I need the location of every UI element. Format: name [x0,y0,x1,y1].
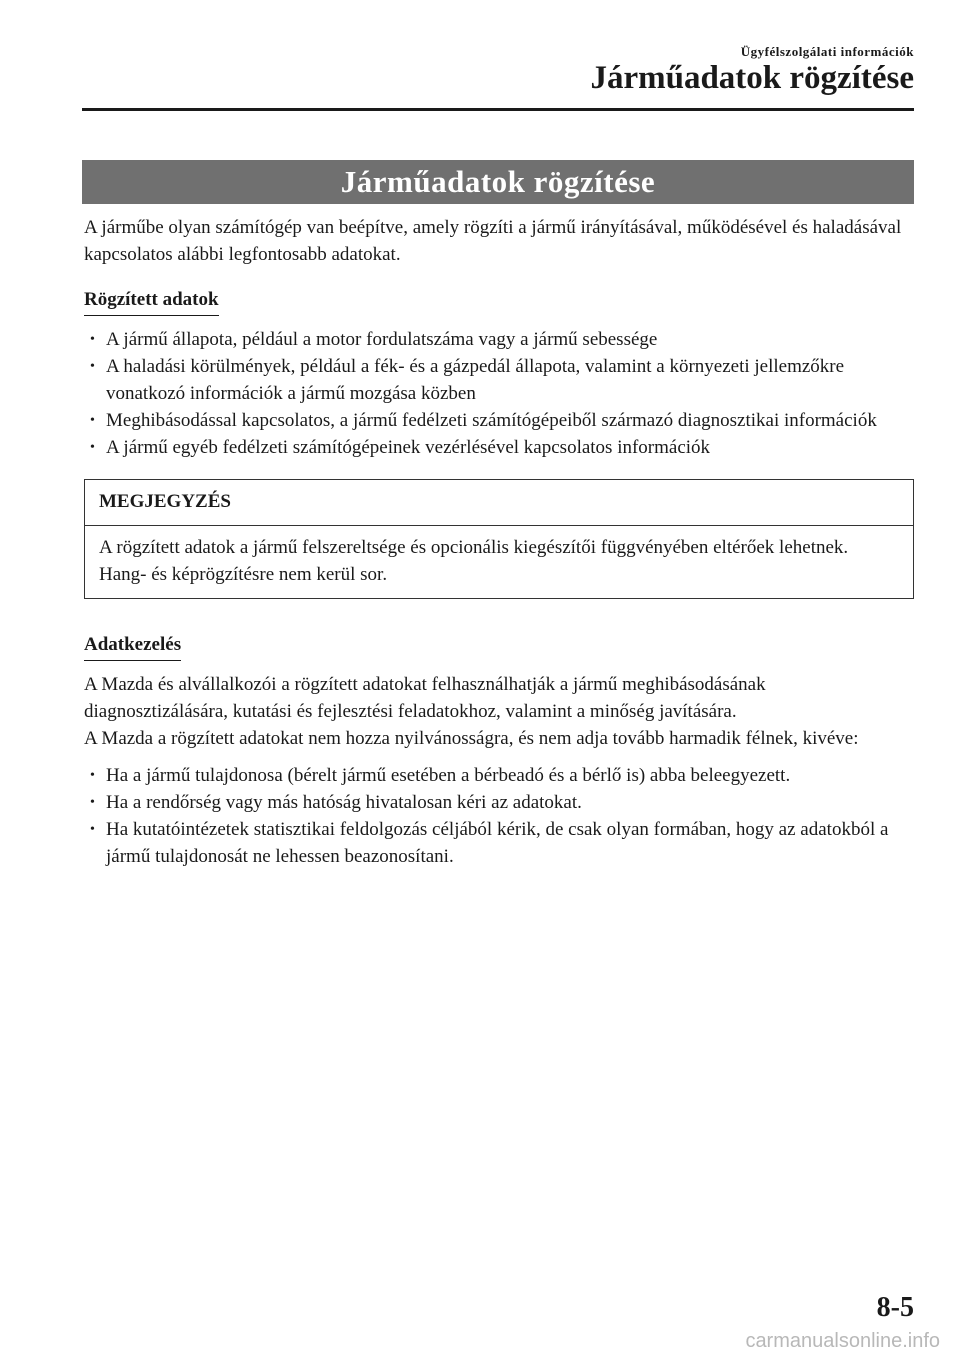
note-box [84,479,914,599]
intro-paragraph: A járműbe olyan számítógép van beépítve, amely rögzíti a jármű irányításával, működésével és haladásával kapcsolatos alábbi legfontosabb adatokat. [84,217,902,265]
bullet-icon: • [90,332,95,347]
list-item: • A jármű egyéb fedélzeti számítógépeinek vezérlésével kapcsolatos információk [84,434,914,461]
note-text: A rögzített adatok a jármű felszereltsége és opcionális kiegészítői függvényében eltérőek lehetnek. Hang- és képrögzítésre nem kerül sor. [99,537,849,585]
list-item: • A jármű állapota, például a motor fordulatszáma vagy a jármű sebessége [84,326,914,353]
bullet-icon: • [90,795,95,810]
list-item: • Ha a jármű tulajdonosa (bérelt jármű esetében a bérbeadó és a bérlő is) abba beleegyezett. [84,762,914,789]
note-title: MEGJEGYZÉS [85,480,913,526]
handling-paragraph-2: A Mazda a rögzített adatokat nem hozza nyilvánosságra, és nem adja tovább harmadik félnek, kivéve: [84,728,859,749]
chapter-label: Ügyfélszolgálati információk [740,44,914,59]
list-item: • Ha a rendőrség vagy más hatóság hivatalosan kéri az adatokat. [84,789,914,816]
bullet-icon: • [90,822,95,837]
bullet-icon: • [90,413,95,428]
recorded-data-heading: Rögzített adatok [84,286,219,316]
exceptions-list [84,762,914,870]
data-handling-heading: Adatkezelés [84,631,181,661]
header-divider [82,108,914,111]
recorded-data-list [84,326,914,461]
list-item: • Ha kutatóintézetek statisztikai feldolgozás céljából kérik, de csak olyan formában, hogy az adatokból a jármű tulajdonosát ne lehessen beazonosítani. [84,816,914,870]
watermark: carmanualsonline.info [745,1330,940,1352]
bullet-icon: • [90,359,95,374]
list-item: • Meghibásodással kapcsolatos, a jármű fedélzeti számítógépeiből származó diagnosztikai információk [84,407,914,434]
bullet-icon: • [90,440,95,455]
section-title: Járműadatok rögzítése [82,160,914,204]
page-content [84,214,914,870]
page-number: 8-5 [876,1292,914,1323]
list-item: • A haladási körülmények, például a fék- és a gázpedál állapota, valamint a környezeti jellemzőkre vonatkozó információk a jármű mozgása közben [84,353,914,407]
bullet-icon: • [90,768,95,783]
handling-paragraph-1: A Mazda és alvállalkozói a rögzített adatokat felhasználhatják a jármű meghibásodásának diagnosztizálására, kutatási és fejlesztési feladatokhoz, valamint a minőség javítására. [84,674,766,722]
page-header-title: Járműadatok rögzítése [590,60,914,96]
